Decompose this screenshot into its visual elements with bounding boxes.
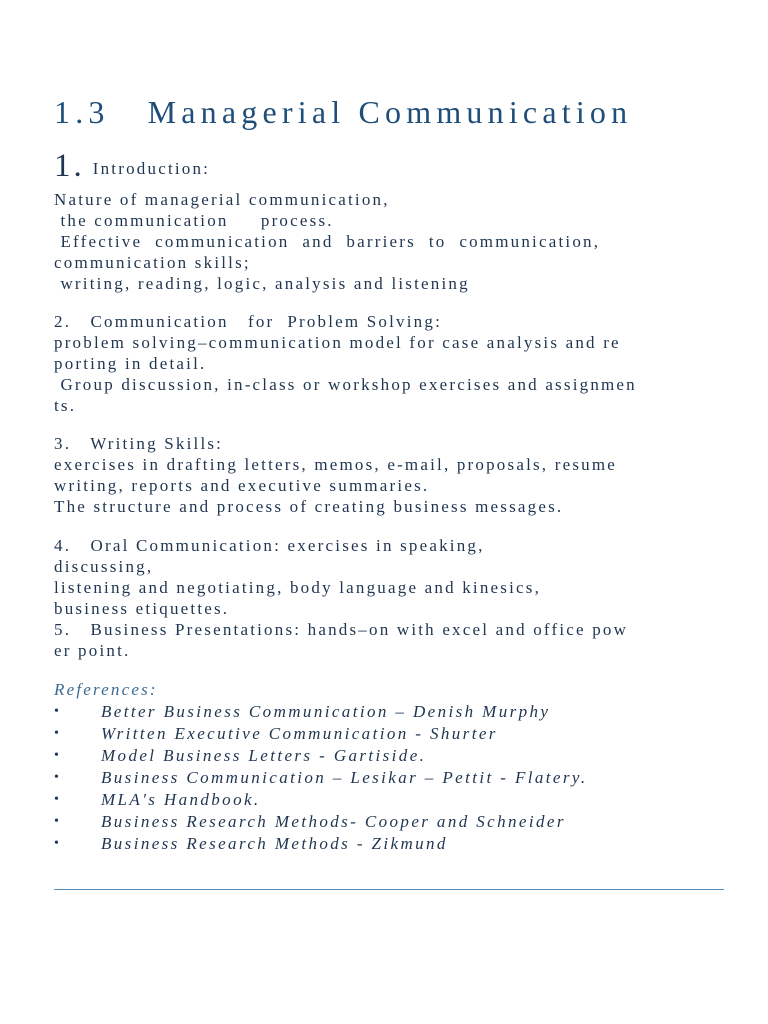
page-title <box>54 94 632 131</box>
section4-line-3: business etiquettes. <box>54 599 230 618</box>
section4-line-2: listening and negotiating, body language and kinesics, <box>54 578 542 597</box>
intro-title: Introduction: <box>92 159 211 178</box>
intro-line-5: writing, reading, logic, analysis and listening <box>54 274 470 293</box>
intro-heading <box>54 148 211 184</box>
bullet-icon: • <box>54 726 62 741</box>
bullet-icon: • <box>54 836 62 851</box>
bullet-icon: • <box>54 704 62 719</box>
heading-number: 1.3 <box>54 94 110 130</box>
section3-line-2: writing, reports and executive summaries. <box>54 476 430 495</box>
intro-line-4: communication skills; <box>54 253 251 272</box>
reference-text: Business Research Methods- Cooper and Schneider <box>101 812 566 831</box>
section3-line-1: exercises in drafting letters, memos, e-mail, proposals, resume <box>54 455 618 474</box>
intro-line-1: Nature of managerial communication, <box>54 190 390 209</box>
intro-line-2: the communication process. <box>54 211 334 230</box>
section3-line-3: The structure and process of creating business messages. <box>54 497 564 516</box>
section2-line-2: porting in detail. <box>54 354 207 373</box>
section3-heading: 3. Writing Skills: <box>54 434 224 453</box>
intro-number: 1. <box>54 148 85 184</box>
footer-rule <box>54 889 724 890</box>
section2-heading: 2. Communication for Problem Solving: <box>54 312 442 331</box>
section2-line-3: Group discussion, in-class or workshop exercises and assignmen <box>54 375 637 394</box>
bullet-icon: • <box>54 748 62 763</box>
reference-text: Business Communication – Lesikar – Pettit - Flatery. <box>101 768 588 787</box>
reference-text: Written Executive Communication - Shurter <box>101 724 498 743</box>
bullet-icon: • <box>54 814 62 829</box>
references-label: References: <box>54 680 158 699</box>
reference-text: Business Research Methods - Zikmund <box>101 834 448 853</box>
bullet-icon: • <box>54 792 62 807</box>
section2-line-1: problem solving–communication model for case analysis and re <box>54 333 621 352</box>
section2-line-4: ts. <box>54 396 77 415</box>
section4-heading: 4. Oral Communication: exercises in speaking, <box>54 536 485 555</box>
section5-line-1: er point. <box>54 641 131 660</box>
heading-text: Managerial Communication <box>147 94 633 130</box>
reference-text: Better Business Communication – Denish Murphy <box>101 702 551 721</box>
bullet-icon: • <box>54 770 62 785</box>
section5-heading: 5. Business Presentations: hands–on with excel and office pow <box>54 620 629 639</box>
reference-text: MLA's Handbook. <box>101 790 261 809</box>
intro-line-3: Effective communication and barriers to communication, <box>54 232 601 251</box>
reference-text: Model Business Letters - Gartiside. <box>101 746 427 765</box>
section4-line-1: discussing, <box>54 557 154 576</box>
